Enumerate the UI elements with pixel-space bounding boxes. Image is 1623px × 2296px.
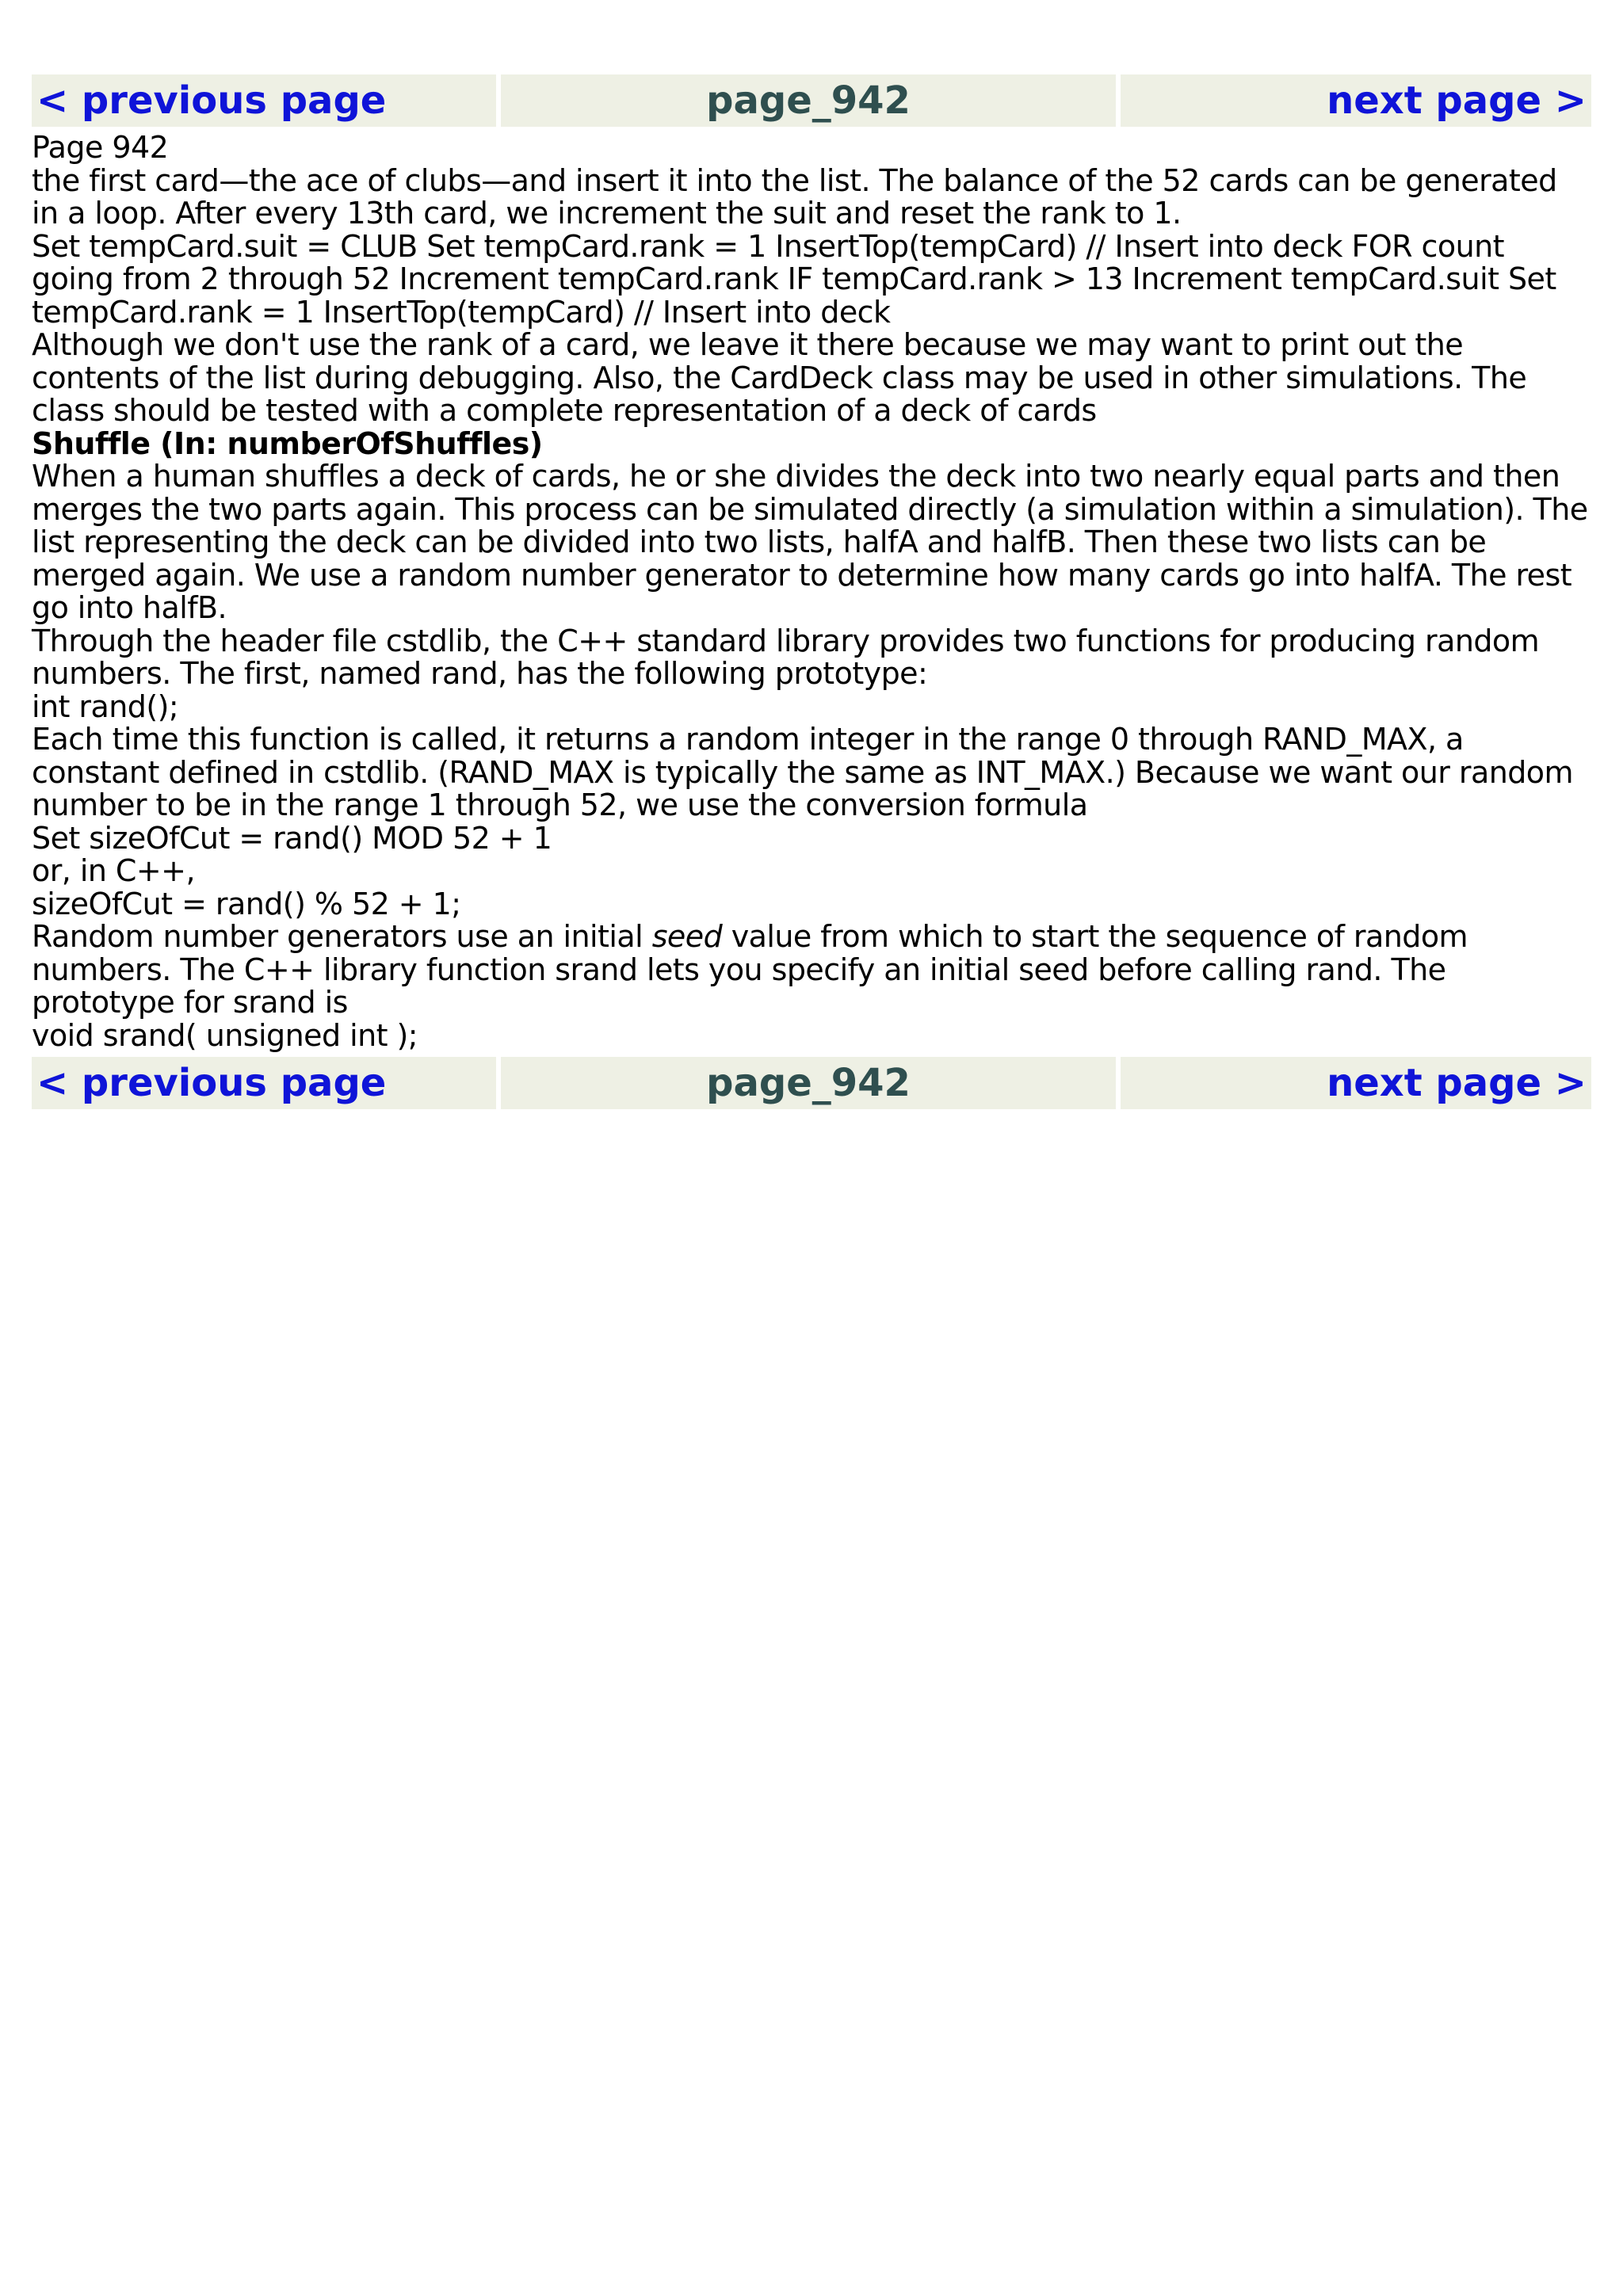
paragraph: Through the header file cstdlib, the C++ standard library provides two functions for producing random numbers. The first, named rand, has the following prototype:: [32, 623, 1540, 691]
emphasis-text: seed: [651, 919, 723, 954]
code-line: int rand();: [32, 688, 179, 724]
paragraph-text: Random number generators use an initial: [32, 919, 652, 954]
page-number: Page 942: [32, 130, 169, 165]
page-content: [32, 132, 1591, 1052]
bottom-page-indicator: page_942: [501, 1057, 1116, 1109]
code-line: void srand( unsigned int );: [32, 1017, 418, 1053]
paragraph: or, in C++,: [32, 853, 195, 888]
code-line: sizeOfCut = rand() % 52 + 1;: [32, 886, 461, 921]
book-page: [32, 74, 1591, 1109]
bottom-navigation-bar: [32, 1057, 1591, 1109]
paragraph-text: value from which to start the sequence of random numbers. The C++ library function srand lets you specify an initial seed before calling rand. The prototype for srand is: [32, 919, 1468, 1020]
paragraph: [32, 921, 1591, 1020]
paragraph: the first card—the ace of clubs—and insert it into the list. The balance of the 52 cards can be generated in a loop. After every 13th card, we increment the suit and reset the rank to 1.: [32, 162, 1557, 231]
section-heading: Shuffle (In: numberOfShuffles): [32, 425, 543, 461]
top-page-indicator: page_942: [501, 74, 1116, 127]
bottom-next-page-link[interactable]: next page >: [1121, 1057, 1591, 1109]
top-next-page-link[interactable]: next page >: [1121, 74, 1591, 127]
top-navigation-bar: [32, 74, 1591, 127]
paragraph: Although we don't use the rank of a card, we leave it there because we may want to print out the contents of the list during debugging. Also, the CardDeck class may be used in other simulations. The class should be tested with a complete representation of a deck of cards: [32, 327, 1527, 428]
top-previous-page-link[interactable]: < previous page: [32, 74, 496, 127]
paragraph: Each time this function is called, it returns a random integer in the range 0 through RAND_MAX, a constant defined in cstdlib. (RAND_MAX is typically the same as INT_MAX.) Because we want our random number to be in the range 1 through 52, we use the conversion formula: [32, 722, 1573, 822]
bottom-previous-page-link[interactable]: < previous page: [32, 1057, 496, 1109]
paragraph: When a human shuffles a deck of cards, he or she divides the deck into two nearly equal parts and then merges the two parts again. This process can be simulated directly (a simulation within a simulation). The list representing the deck can be divided into two lists, halfA and halfB. Then these two lists can be merged again. We use a random number generator to determine how many cards go into halfA. The rest go into halfB.: [32, 459, 1588, 625]
algorithm-text: Set tempCard.suit = CLUB Set tempCard.rank = 1 InsertTop(tempCard) // Insert into deck FOR count going from 2 through 52 Increment tempCard.rank IF tempCard.rank > 13 Increment tempCard.suit Set tempCard.rank = 1 InsertTop(tempCard) // Insert into deck: [32, 228, 1556, 330]
algorithm-line: Set sizeOfCut = rand() MOD 52 + 1: [32, 820, 552, 856]
